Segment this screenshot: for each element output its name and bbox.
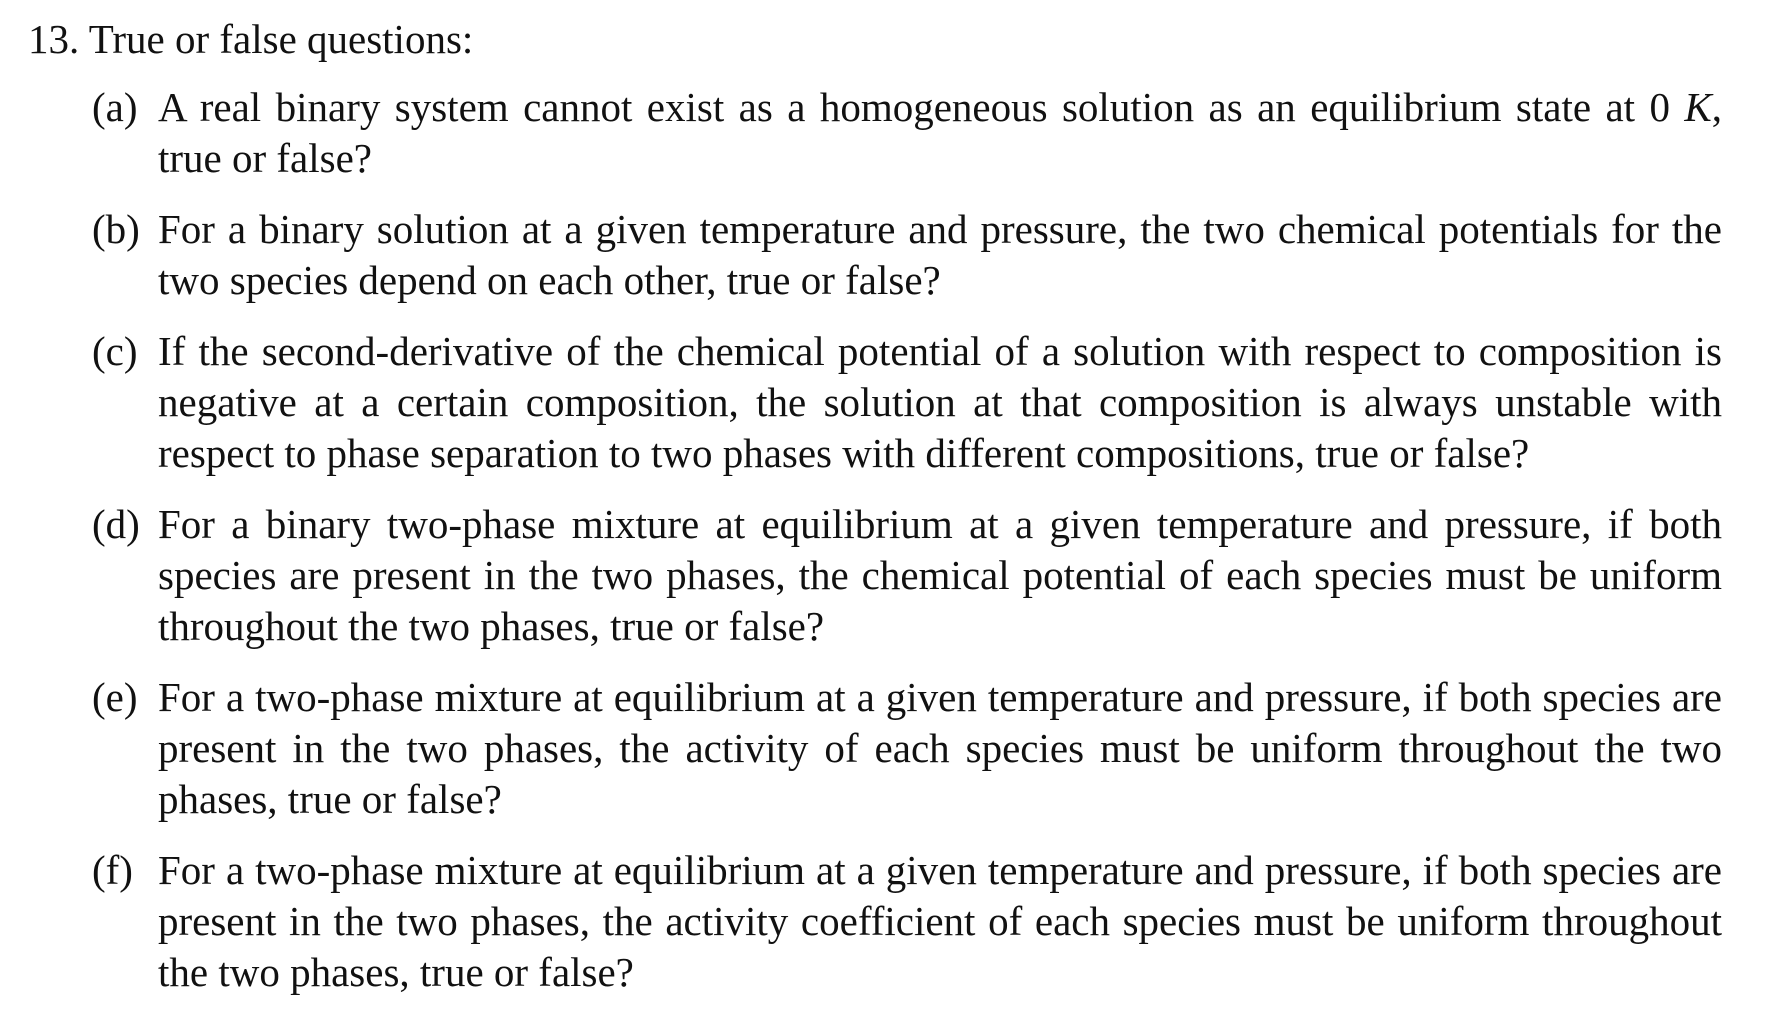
question-items bbox=[92, 82, 1722, 1018]
item-text-part: A real binary system cannot exist as a homogeneous solution as an equilibrium state at 0 bbox=[158, 84, 1685, 130]
item-letter: (a) bbox=[92, 84, 138, 130]
item-text: For a binary two-phase mixture at equilibrium at a given temperature and pressure, if both species are present in the two phases, the chemical potential of each species must be uniform throughout the two phases, true or false? bbox=[158, 501, 1722, 649]
item-letter: (e) bbox=[92, 674, 138, 720]
item-text: For a two-phase mixture at equilibrium at a given temperature and pressure, if both species are present in the two phases, the activity coefficient of each species must be uniform throughout the two phases, true or false? bbox=[158, 847, 1722, 995]
item-letter: (b) bbox=[92, 206, 140, 252]
item-e bbox=[92, 672, 1722, 825]
item-f bbox=[92, 845, 1722, 998]
question-heading: 13. True or false questions: bbox=[28, 16, 474, 62]
item-text: If the second-derivative of the chemical potential of a solution with respect to composition is negative at a certain composition, the solution at that composition is always unstable with respect to phase separation to two phases with different compositions, true or false? bbox=[158, 328, 1722, 476]
item-text-part: , true or false? bbox=[158, 84, 1722, 181]
item-c bbox=[92, 326, 1722, 479]
math-variable-k: K bbox=[1684, 84, 1712, 130]
item-text: For a two-phase mixture at equilibrium at a given temperature and pressure, if both species are present in the two phases, the activity of each species must be uniform throughout the two phases, true or false? bbox=[158, 674, 1722, 822]
item-letter: (d) bbox=[92, 501, 140, 547]
item-text: For a binary solution at a given temperature and pressure, the two chemical potentials for the two species depend on each other, true or false? bbox=[158, 206, 1722, 303]
item-letter: (f) bbox=[92, 847, 133, 893]
item-d bbox=[92, 499, 1722, 652]
item-a bbox=[92, 82, 1722, 184]
item-b bbox=[92, 204, 1722, 306]
item-text bbox=[158, 82, 1722, 184]
item-letter: (c) bbox=[92, 328, 138, 374]
